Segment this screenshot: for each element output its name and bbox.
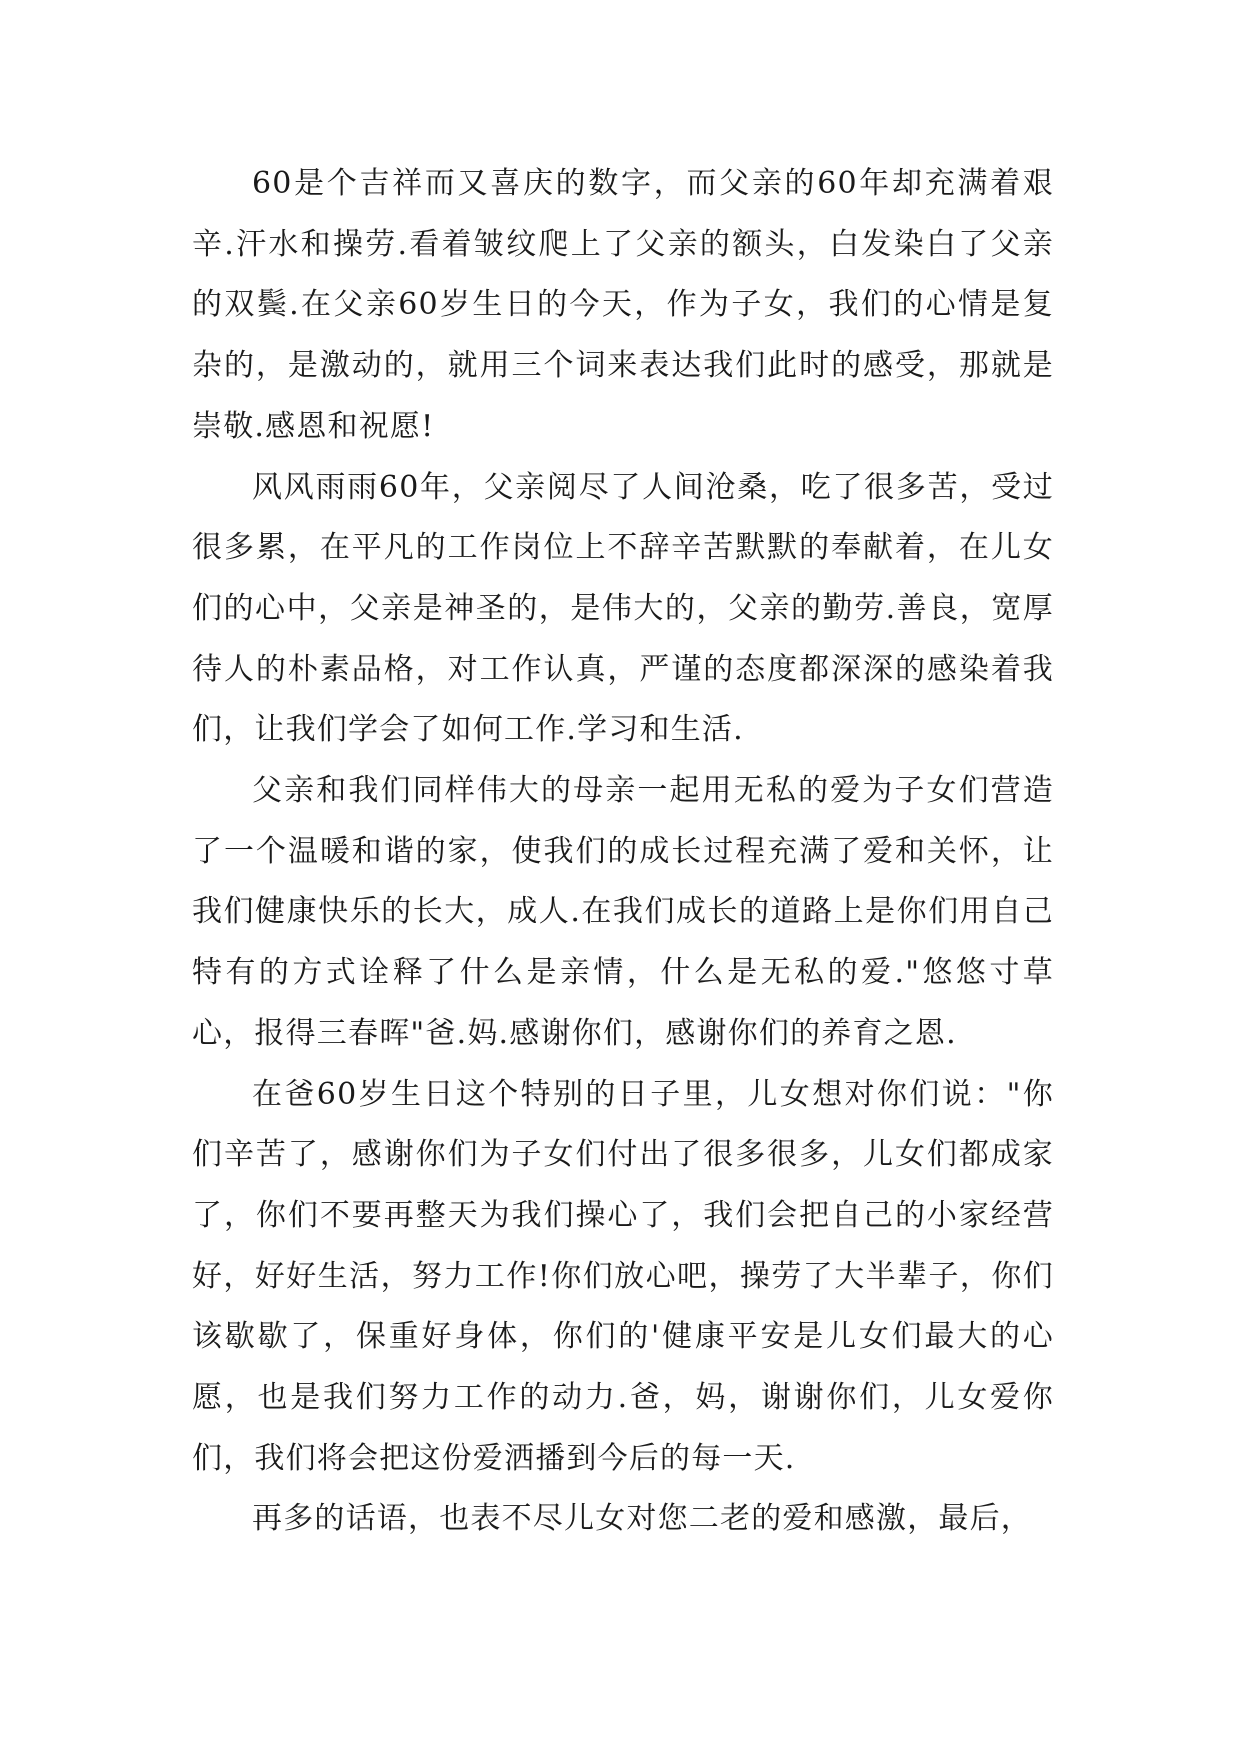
paragraph-3: 父亲和我们同样伟大的母亲一起用无私的爱为子女们营造了一个温暖和谐的家，使我们的成长过程充满了爱和关怀，让我们健康快乐的长大，成人.在我们成长的道路上是你们用自己特有的方式诠释了什么是亲情，什么是无私的爱."悠悠寸草心，报得三春晖"爸.妈.感谢你们，感谢你们的养育之恩. <box>192 773 1054 1051</box>
paragraph-4: 在爸60岁生日这个特别的日子里，儿女想对你们说："你们辛苦了，感谢你们为子女们付出了很多很多，儿女们都成家了，你们不要再整天为我们操心了，我们会把自己的小家经营好，好好生活，努力工作!你们放心吧，操劳了大半辈子，你们该歇歇了，保重好身体，你们的'健康平安是儿女们最大的心愿，也是我们努力工作的动力.爸，妈，谢谢你们，儿女爱你们，我们将会把这份爱洒播到今后的每一天. <box>192 1076 1054 1476</box>
document-body <box>192 154 1054 1550</box>
paragraph-5: 再多的话语，也表不尽儿女对您二老的爱和感激，最后， <box>252 1501 1032 1537</box>
paragraph-2: 风风雨雨60年，父亲阅尽了人间沧桑，吃了很多苦，受过很多累，在平凡的工作岗位上不辞辛苦默默的奉献着，在儿女们的心中，父亲是神圣的，是伟大的，父亲的勤劳.善良，宽厚待人的朴素品格，对工作认真，严谨的态度都深深的感染着我们，让我们学会了如何工作.学习和生活. <box>192 469 1054 748</box>
paragraph-1: 60是个吉祥而又喜庆的数字，而父亲的60年却充满着艰辛.汗水和操劳.看着皱纹爬上了父亲的额头，白发染白了父亲的双鬓.在父亲60岁生日的今天，作为子女，我们的心情是复杂的，是激动的，就用三个词来表达我们此时的感受，那就是崇敬.感恩和祝愿! <box>192 166 1054 444</box>
